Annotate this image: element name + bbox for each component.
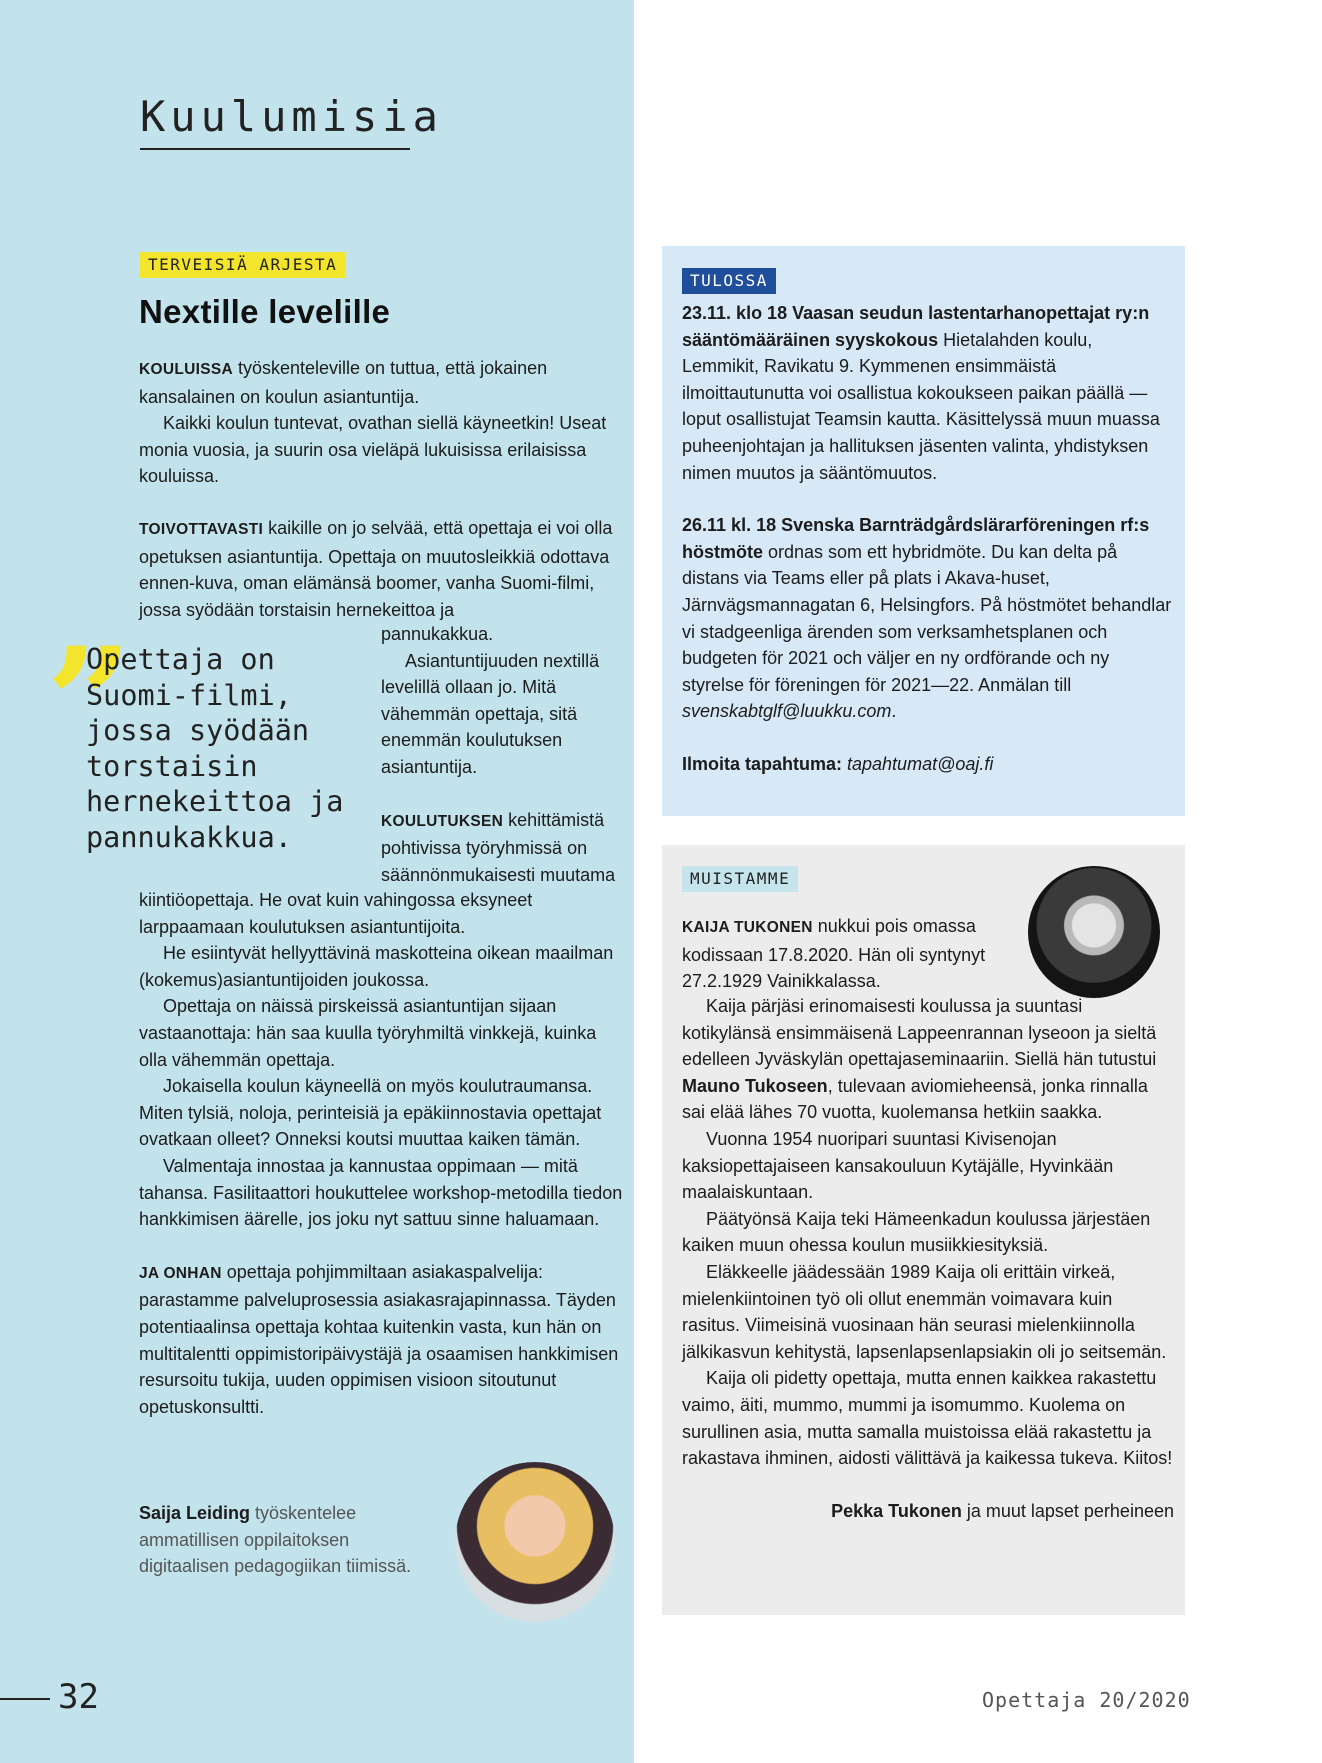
memorial-paragraph: Kaija pärjäsi erinomaisesti koulussa ja suuntasi kotikylänsä ensimmäisenä Lappeenrannan lyseoon ja sieltä edelleen Jyväskylän opettajaseminaariin. Siellä hän tutustui Mauno Tukoseen, tulevaan aviomieheensä, jonka rinnalla sai elää lähes 70 vuotta, kuolemansa hetkiin saakka.: [682, 996, 1157, 1123]
upcoming-tag: TULOSSA: [682, 268, 776, 294]
memorial-paragraph: Päätyönsä Kaija teki Hämeenkadun koulussa järjestäen kaiken muun ohessa koulun musiikkiesityksiä.: [682, 1208, 1151, 1256]
page-number: 32: [58, 1677, 99, 1717]
event-item: 26.11 kl. 18 Svenska Barnträdgårdslärarföreningen rf:s höstmöte ordnas som ett hybridmöte. Du kan delta på distans via Teams eller på plats i Akava-huset, Järnvägsmannagatan 6, Helsingfors. På höstmötet behandlar vi stadgeenliga ärenden som verksamhetsplanen och budgeten för 2021 och väljer en ny ordförande och ny styrelse för föreningen för 2021—22. Anmälan till svenskabtglf@luukku.com.: [682, 515, 1172, 722]
memorial-body: [682, 993, 1174, 1524]
notify-line: Ilmoita tapahtuma: tapahtumat@oaj.fi: [682, 753, 994, 774]
section-title-underline: [140, 148, 410, 150]
memorial-paragraph: Kaija oli pidetty opettaja, mutta ennen kaikkea rakastettu vaimo, äiti, mummo, mummi ja isomummo. Kuolema on surullinen asia, mutta samalla muistoissa elää rakastettu ja rakastava ihminen, aidosti välittävä ja kaikessa tukeva. Kiitos!: [682, 1368, 1173, 1469]
article-paragraph: Asiantuntijuuden nextillä levelillä ollaan jo. Mitä vähemmän opettaja, sitä enemmän koulutuksen asiantuntija.: [381, 650, 600, 777]
article-paragraph: Jokaisella koulun käyneellä on myös koulutraumansa. Miten tylsiä, noloja, perinteisiä ja epäkiinnostavia opettajat ovatkaan olleet? Onneksi koutsi muuttaa kaiken tämän.: [139, 1076, 602, 1150]
pull-quote: Opettaja on Suomi-filmi, jossa syödään torstaisin hernekeittoa ja pannukakkua.: [86, 643, 344, 854]
memorial-signature: Pekka Tukonen ja muut lapset perheineen: [831, 1500, 1174, 1521]
article-paragraph: KOULUTUKSEN kehittämistä pohtivissa työryhmissä on säännönmukaisesti muutama: [381, 809, 616, 885]
author-avatar: [455, 1462, 615, 1622]
article-column-text: [381, 621, 626, 888]
memorial-tag: MUISTAMME: [682, 866, 798, 892]
article-paragraph: pannukakkua.: [381, 624, 494, 644]
quote-marks-icon: ”: [46, 615, 111, 791]
publication-footer: Opettaja 20/2020: [982, 1688, 1191, 1712]
memorial-paragraph: Eläkkeelle jäädessään 1989 Kaija oli erittäin virkeä, mielenkiintoinen työ oli ollut enemmän voimavara kuin rasitus. Viimeisinä vuosinaan hän seurasi mielenkiinnolla jälkikasvun kehitystä, lapsenlapsenlapsiakin oli jo seitsemän.: [682, 1261, 1167, 1362]
article-paragraph: JA ONHAN opettaja pohjimmiltaan asiakaspalvelija: parastamme palveluprosessia asiakasrajapinnassa. Täyden potentiaalinsa opettaja kohtaa kuitenkin vasta, kun hän on multitalentti oppimistoripäivystäjä ja osaamisen hankkimisen resursoitu tukija, uuden oppimisen visioon sitoutunut opetuskonsultti.: [139, 1261, 619, 1417]
memorial-portrait: [1028, 866, 1160, 998]
section-title: Kuulumisia: [140, 92, 443, 141]
article-paragraph: Kaikki koulun tuntevat, ovathan siellä käyneetkin! Useat monia vuosia, ja suurin osa vieläpä lukuisissa erilaisissa kouluissa.: [139, 413, 607, 487]
article-paragraph: Valmentaja innostaa ja kannustaa oppimaan — mitä tahansa. Fasilitaattori houkuttelee workshop-metodilla tiedon hankkimisen äärelle, jos joku nyt sattuu sinne haluamaan.: [139, 1155, 623, 1230]
article-paragraph: Opettaja on näissä pirskeissä asiantuntijan sijaan vastaanottaja: hän saa kuulla työryhmiltä vinkkejä, kuinka olla vähemmän opettaja.: [139, 996, 597, 1070]
article-headline: Nextille levelille: [139, 293, 391, 330]
memorial-paragraph: Vuonna 1954 nuoripari suuntasi Kivisenojan kaksiopettajaiseen kansakouluun Kytäjälle, Hyvinkään maalaiskuntaan.: [682, 1128, 1114, 1203]
upcoming-events: [682, 300, 1172, 778]
article-tag: TERVEISIÄ ARJESTA: [140, 252, 345, 278]
article-paragraph: KOULUISSA työskenteleville on tuttua, että jokainen kansalainen on koulun asiantuntija.: [139, 358, 548, 407]
article-body-continued: [139, 887, 627, 1420]
article-paragraph: kiintiöopettaja. He ovat kuin vahingossa eksyneet larppaamaan koulutuksen asiantuntijoita.: [139, 890, 533, 937]
article-paragraph-toivottavasti: TOIVOTTAVASTI kaikille on jo selvää, että opettaja ei voi olla opetuksen asiantuntija. Opettaja on muutosleikkiä odottava ennen-kuva, oman elämänsä boomer, vanha Suomi-filmi, jossa syödään torstaisin hernekeittoa ja: [139, 518, 613, 620]
memorial-intro: KAIJA TUKONEN nukkui pois omassa kodissaan 17.8.2020. Hän oli syntynyt 27.2.1929 Vainikkalassa.: [682, 916, 986, 992]
article-intro: [139, 355, 619, 490]
event-item: 23.11. klo 18 Vaasan seudun lastentarhanopettajat ry:n sääntömääräinen syyskokous Hietalahden koulu, Lemmikit, Ravikatu 9. Kymmenen ensimmäistä ilmoittautunutta voi osallistua kokoukseen paikan päällä — loput osallistujat Teamsin kautta. Käsittelyssä muun muassa puheenjohtajan ja hallituksen jäsenten valinta, yhdistyksen nimen muutos ja sääntömuutos.: [682, 303, 1160, 483]
page-number-rule: [0, 1698, 50, 1700]
author-bio: Saija Leiding työskentelee ammatillisen oppilaitoksen digitaalisen pedagogiikan tiimissä.: [139, 1503, 412, 1577]
article-paragraph: He esiintyvät hellyyttävinä maskotteina oikean maailman (kokemus)asiantuntijoiden joukossa.: [139, 943, 614, 990]
